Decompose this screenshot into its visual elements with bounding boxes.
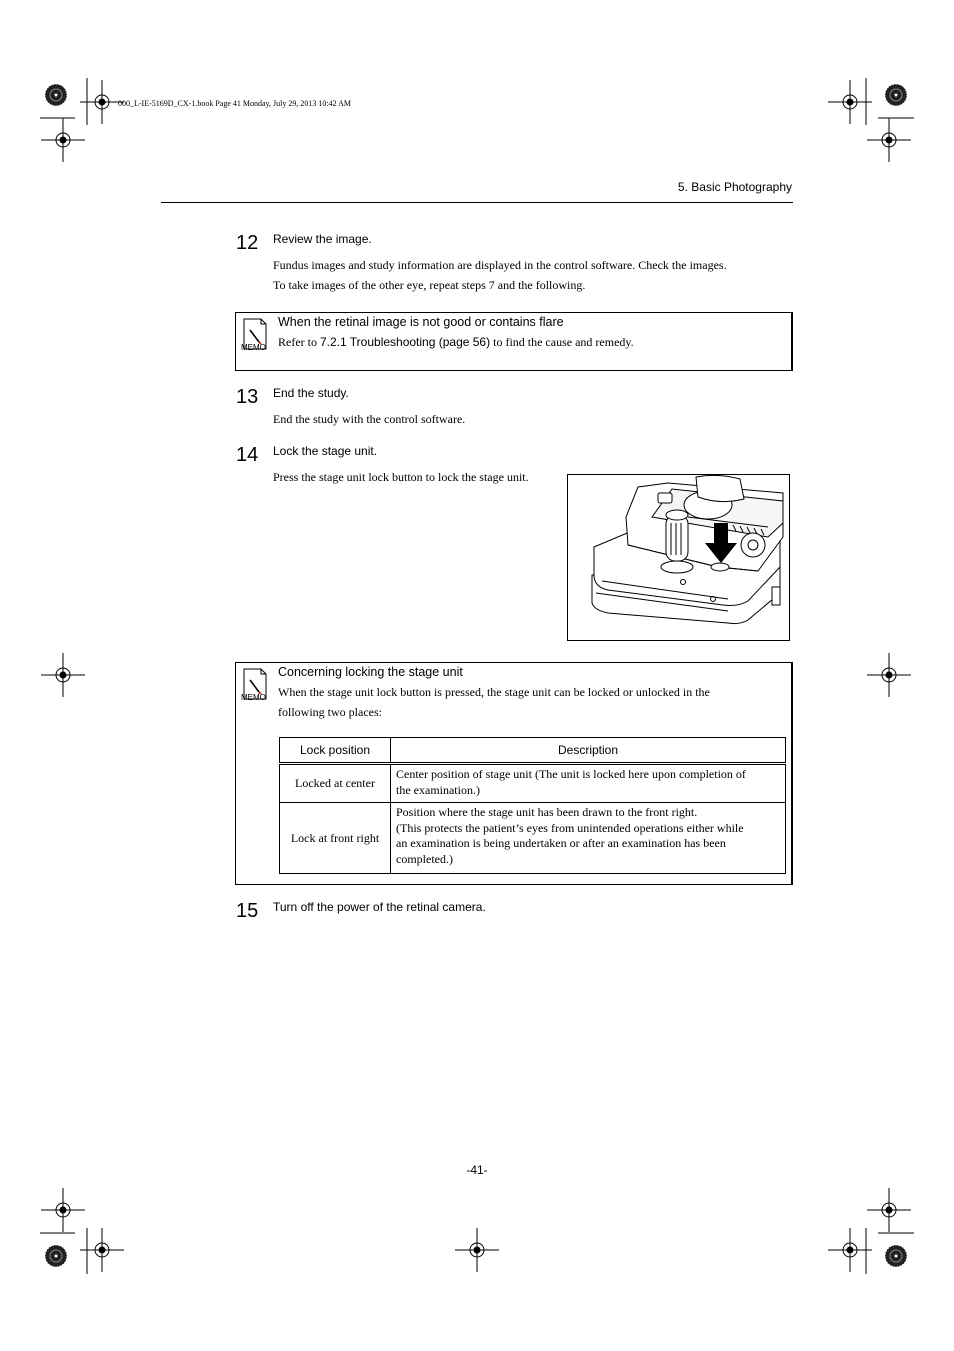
- text-line: Fundus images and study information are displayed in the control software. Check the images.: [273, 258, 727, 272]
- crosshair-mark: [867, 653, 911, 697]
- step-title: Review the image.: [273, 232, 372, 246]
- text-line: the examination.): [396, 782, 480, 797]
- text-span: to find the cause and remedy.: [490, 335, 634, 349]
- troubleshooting-link[interactable]: 7.2.1 Troubleshooting (page 56): [319, 335, 491, 349]
- text-span: Refer to: [278, 335, 320, 349]
- registration-burst: [45, 1245, 67, 1267]
- step-number: 15: [236, 900, 259, 922]
- registration-burst: [885, 84, 907, 106]
- crosshair-mark: [41, 1188, 85, 1232]
- table-cell: [391, 764, 786, 803]
- table-header: Description: [391, 738, 786, 764]
- table-cell: Locked at center: [280, 764, 391, 803]
- step-number: 12: [236, 232, 259, 254]
- crosshair-mark: [828, 80, 872, 124]
- text-line: (This protects the patient’s eyes from unintended operations either while: [396, 820, 744, 835]
- stage-unit-figure: [567, 474, 790, 641]
- print-info: 000_L-IE-5169D_CX-1.book Page 41 Monday, July 29, 2013 10:42 AM: [118, 99, 352, 108]
- crosshair-mark: [867, 118, 911, 162]
- text-line: To take images of the other eye, repeat steps 7 and the following.: [273, 278, 586, 292]
- crosshair-mark: [867, 1188, 911, 1232]
- section-header: 5. Basic Photography: [677, 180, 792, 194]
- step-title: Lock the stage unit.: [273, 444, 378, 458]
- step-text: End the study with the control software.: [273, 412, 466, 426]
- memo-label: MEMO: [241, 693, 266, 702]
- stage-unit-illustration: [568, 475, 789, 640]
- step-number: 13: [236, 386, 259, 408]
- memo-icon: [241, 317, 269, 361]
- text-line: Position where the stage unit has been drawn to the front right.: [396, 805, 698, 819]
- registration-burst: [885, 1245, 907, 1267]
- step-number: 14: [236, 444, 259, 466]
- registration-burst: [45, 84, 67, 106]
- header-rule: [161, 202, 793, 203]
- memo-box: [235, 662, 793, 885]
- lock-position-table: [279, 737, 786, 874]
- text-line: an examination is being undertaken or after an examination has been: [396, 836, 726, 850]
- step-title: Turn off the power of the retinal camera.: [273, 900, 486, 914]
- page-number: -41-: [466, 1163, 488, 1177]
- memo-text: [278, 682, 710, 722]
- table-row: [280, 803, 786, 874]
- step-text: [273, 255, 727, 295]
- step-text: Press the stage unit lock button to lock the stage unit.: [273, 470, 529, 484]
- text-line: When the stage unit lock button is pressed, the stage unit can be locked or unlocked in the: [278, 685, 710, 699]
- memo-icon: [241, 667, 269, 711]
- memo-text: [278, 332, 634, 352]
- memo-label: MEMO: [241, 343, 266, 352]
- text-line: completed.): [396, 851, 453, 866]
- text-line: Center position of stage unit (The unit is locked here upon completion of: [396, 767, 746, 781]
- table-header: Lock position: [280, 738, 391, 764]
- step-title: End the study.: [273, 386, 349, 400]
- crosshair-mark: [828, 1228, 872, 1272]
- table-row: [280, 764, 786, 803]
- crosshair-mark: [41, 653, 85, 697]
- crosshair-mark: [455, 1228, 499, 1272]
- memo-box: [235, 312, 793, 371]
- text-line: following two places:: [278, 705, 382, 719]
- memo-title: Concerning locking the stage unit: [278, 665, 463, 679]
- memo-title: When the retinal image is not good or contains flare: [278, 315, 564, 329]
- crosshair-mark: [41, 118, 85, 162]
- table-cell: [391, 803, 786, 874]
- table-cell: Lock at front right: [280, 803, 391, 874]
